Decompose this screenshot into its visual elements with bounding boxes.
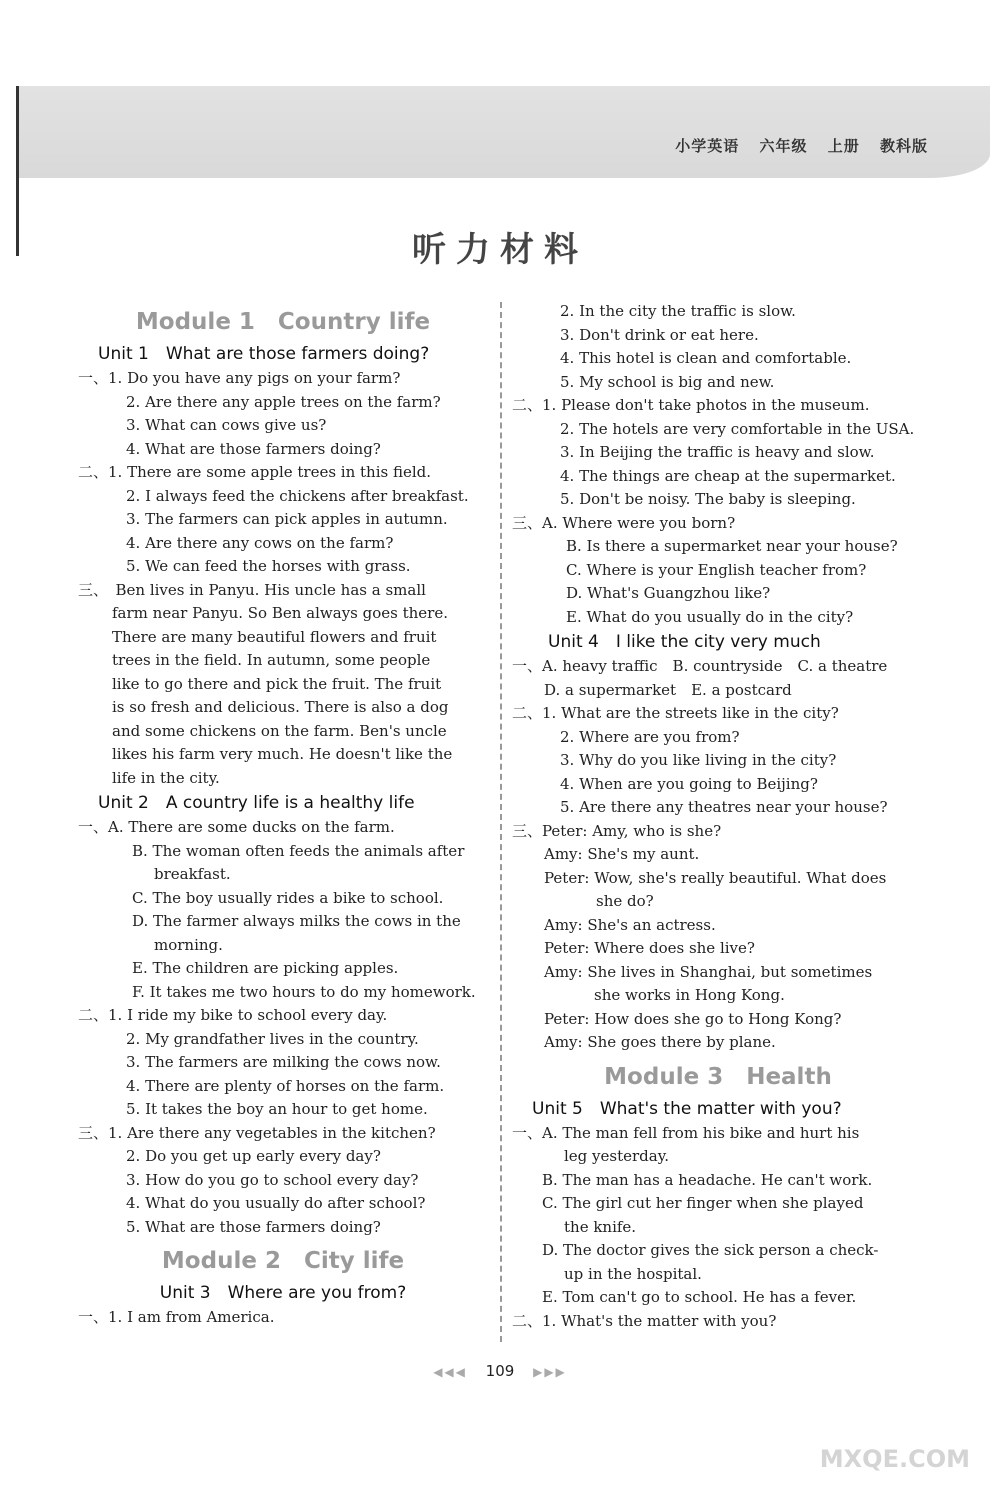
book-grade: 六年级 [759, 137, 808, 155]
text-line: and some chickens on the farm. Ben's uncle [112, 721, 447, 740]
text-line: 4. What do you usually do after school? [126, 1194, 426, 1212]
text-line: E. What do you usually do in the city? [566, 607, 854, 626]
text-line: Amy: She's my aunt. [544, 845, 700, 863]
text-line: 一、1. Do you have any pigs on your farm? [78, 369, 401, 387]
module-heading: Module 3 Health [604, 1063, 832, 1090]
text-line: C. The boy usually rides a bike to school. [132, 888, 444, 907]
text-line: 4. When are you going to Beijing? [560, 774, 818, 793]
text-line: life in the city. [112, 768, 220, 787]
text-line: leg yesterday. [564, 1147, 669, 1165]
prev-arrows-icon: ◀◀◀ [433, 1365, 467, 1379]
text-line: 二、1. Please don't take photos in the museum. [512, 396, 870, 414]
page-footer [0, 1362, 1000, 1380]
text-line: 5. Are there any theatres near your house? [560, 798, 888, 816]
book-term: 上册 [827, 137, 860, 155]
text-line: farm near Panyu. So Ben always goes there. [112, 604, 448, 622]
text-line: 三、Peter: Amy, who is she? [512, 821, 722, 840]
left-column [78, 300, 488, 1330]
text-line: Amy: She goes there by plane. [544, 1033, 776, 1051]
text-line: E. Tom can't go to school. He has a fever. [542, 1288, 857, 1306]
text-line: 5. We can feed the horses with grass. [126, 557, 411, 575]
text-line: B. The woman often feeds the animals after [132, 841, 465, 860]
text-line: 5. My school is big and new. [560, 372, 775, 391]
text-line: D. The doctor gives the sick person a check- [542, 1241, 879, 1259]
text-line: B. The man has a headache. He can't work. [542, 1170, 873, 1189]
unit-heading: Unit 4 I like the city very much [548, 632, 821, 652]
text-line: 三、1. Are there any vegetables in the kitchen? [78, 1123, 436, 1142]
unit-heading: Unit 5 What's the matter with you? [532, 1098, 842, 1119]
text-line: morning. [154, 935, 223, 954]
unit-heading: Unit 2 A country life is a healthy life [98, 793, 415, 813]
text-line: 3. What can cows give us? [126, 416, 327, 434]
text-line: the knife. [564, 1217, 637, 1236]
text-line: 3. Don't drink or eat here. [560, 325, 759, 344]
text-line: 二、1. What are the streets like in the city? [512, 704, 839, 722]
text-line: 4. Are there any cows on the farm? [126, 533, 394, 552]
text-line: D. a supermarket E. a postcard [544, 680, 792, 699]
text-line: 3. In Beijing the traffic is heavy and slow. [560, 443, 875, 461]
book-label [661, 135, 928, 156]
text-line: 二、1. I ride my bike to school every day. [78, 1006, 388, 1024]
text-line: 4. This hotel is clean and comfortable. [560, 349, 852, 367]
text-line: trees in the field. In autumn, some people [112, 651, 431, 669]
text-line: 5. Don't be noisy. The baby is sleeping. [560, 490, 856, 508]
text-line: Peter: How does she go to Hong Kong? [544, 1009, 842, 1028]
text-line: 二、1. What's the matter with you? [512, 1311, 777, 1330]
text-line: likes his farm very much. He doesn't like the [112, 745, 453, 763]
text-line: F. It takes me two hours to do my homework. [132, 982, 476, 1001]
module-heading: Module 1 Country life [135, 309, 431, 335]
text-line: 3. The farmers can pick apples in autumn. [126, 510, 448, 528]
text-line: 4. There are plenty of horses on the farm. [126, 1076, 445, 1095]
unit-heading: Unit 1 What are those farmers doing? [98, 344, 430, 364]
text-line: she works in Hong Kong. [594, 986, 785, 1004]
text-line: like to go there and pick the fruit. The fruit [112, 674, 442, 693]
column-divider [500, 302, 502, 1342]
text-line: 2. My grandfather lives in the country. [126, 1029, 419, 1048]
text-line: Amy: She lives in Shanghai, but sometimes [544, 962, 873, 981]
text-line: 三、A. Where were you born? [512, 513, 736, 532]
text-line: is so fresh and delicious. There is also a dog [112, 698, 449, 716]
text-line: 2. Are there any apple trees on the farm? [126, 392, 441, 411]
text-line: C. Where is your English teacher from? [566, 560, 867, 579]
text-line: 3. The farmers are milking the cows now. [126, 1053, 441, 1071]
book-edition: 教科版 [879, 137, 928, 155]
text-line: 2. I always feed the chickens after breakfast. [126, 486, 469, 505]
text-line: E. The children are picking apples. [132, 959, 399, 977]
text-line: 2. Do you get up early every day? [126, 1147, 381, 1165]
text-line: 5. What are those farmers doing? [126, 1217, 381, 1236]
text-line: D. What's Guangzhou like? [566, 584, 771, 602]
next-arrows-icon: ▶▶▶ [533, 1365, 567, 1379]
text-line: 一、A. The man fell from his bike and hurt his [512, 1123, 860, 1142]
text-line: B. Is there a supermarket near your house? [566, 537, 898, 555]
module-heading: Module 2 City life [161, 1248, 405, 1274]
text-line: 三、 Ben lives in Panyu. His uncle has a small [78, 580, 426, 599]
text-line: Peter: Where does she live? [544, 939, 755, 957]
text-line: 2. Where are you from? [560, 727, 740, 746]
text-line: up in the hospital. [564, 1264, 702, 1283]
right-column [512, 300, 924, 1333]
book-subject: 小学英语 [675, 137, 740, 155]
header-band [18, 86, 990, 178]
text-line: 2. In the city the traffic is slow. [560, 302, 796, 320]
text-line: 4. The things are cheap at the supermarket. [560, 466, 896, 485]
page-title: 听力材料 [412, 230, 588, 270]
text-line: 3. Why do you like living in the city? [560, 751, 837, 769]
text-line: Peter: Wow, she's really beautiful. What does [544, 868, 887, 887]
text-line: D. The farmer always milks the cows in the [132, 912, 461, 930]
text-line: Amy: She's an actress. [544, 915, 716, 934]
text-line: 一、A. heavy traffic B. countryside C. a theatre [512, 657, 888, 675]
page-number: 109 [485, 1362, 515, 1380]
text-line: 3. How do you go to school every day? [126, 1170, 419, 1189]
text-line: There are many beautiful flowers and fruit [112, 627, 437, 646]
text-line: 一、1. I am from America. [78, 1308, 275, 1326]
text-line: 4. What are those farmers doing? [126, 439, 381, 458]
text-line: 5. It takes the boy an hour to get home. [126, 1100, 428, 1118]
watermark: MXQE.COM [819, 1445, 970, 1473]
text-line: 一、A. There are some ducks on the farm. [78, 818, 395, 836]
text-line: breakfast. [154, 865, 231, 883]
text-line: C. The girl cut her finger when she played [542, 1194, 864, 1212]
unit-heading: Unit 3 Where are you from? [159, 1283, 407, 1303]
text-line: she do? [596, 892, 654, 910]
text-line: 二、1. There are some apple trees in this field. [78, 463, 432, 481]
text-line: 2. The hotels are very comfortable in the USA. [560, 419, 915, 438]
